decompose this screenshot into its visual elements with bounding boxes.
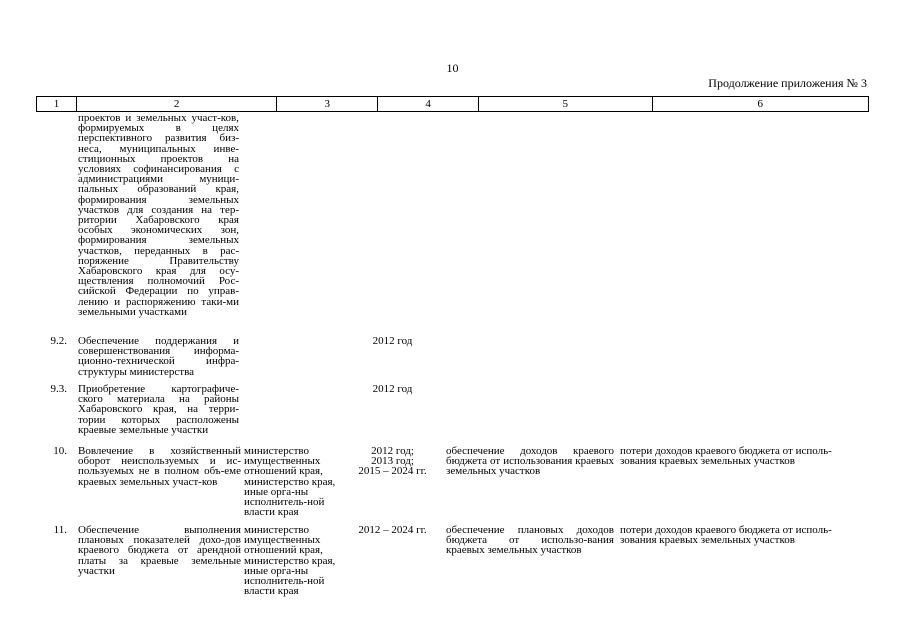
row-10-executor: министерство имущественных отношений края, министерство края, иные орга-ны исполнитель-ной власти края [244,445,336,519]
row-10-period-1: 2012 год; [371,445,414,457]
row-9-3-period: 2012 год [372,383,413,395]
row-10-text: Вовлечение в хозяйственный оборот неиспользуемых и ис-пользуемых не в полном объ-еме краевых земельных участ-ков [78,445,241,488]
row-11-result: обеспечение плановых доходов бюджета от использо-вания краевых земельных участков [446,524,614,557]
header-col-4: 4 [378,97,479,111]
row-9-3-text: Приобретение картографиче-ского материала на районы Хабаровского края, на терри-тории которых расположены краевые земельные участки [78,383,239,436]
row-11-executor: министерство имущественных отношений края, министерство края, иные орга-ны исполнитель-ной власти края [244,524,336,598]
row-9-2-text: Обеспечение поддержания и совершенствования информа-ционно-технической инфра-структуры министерства [78,335,239,378]
row-10-period-2: 2013 год; [371,455,414,467]
row-11-consequence: потери доходов краевого бюджета от исполь-зования краевых земельных участков [620,524,832,547]
row-10-consequence: потери доходов краевого бюджета от исполь-зования краевых земельных участков [620,445,832,468]
row-10-result: обеспечение доходов краевого бюджета от использования краевых земельных участков [446,445,614,478]
row-10-number: 10. [53,445,67,457]
row-9-3-number: 9.3. [50,383,67,395]
table-header [36,96,869,112]
header-col-2: 2 [77,97,278,111]
header-col-5: 5 [479,97,653,111]
header-col-1: 1 [37,97,77,111]
row-11-period: 2012 – 2024 гг. [358,524,427,536]
header-col-3: 3 [277,97,378,111]
row-9-2-number: 9.2. [50,335,67,347]
row-11-text: Обеспечение выполнения плановых показателей дохо-дов краевого бюджета от арендной платы за краевые земельные участки [78,524,241,577]
header-col-6: 6 [757,98,764,110]
row-11-number: 11. [53,524,67,536]
page-number: 10 [446,61,459,75]
row-10-period-3: 2015 – 2024 гг. [358,465,427,477]
continuation-label: Продолжение приложения № 3 [708,76,867,90]
row-continuation-text: проектов и земельных участ-ков, формируемых в целях перспективного развития биз-неса, муниципальных инве-стиционных проектов на условиях софинансирования с администрациями муници-пальных образований края, формирования земельных участков для создания на тер-ритории Хабаровского края особых экономических зон, формирования земельных участков, переданных в рас-поряжение Правительству Хабаровского края для осу-ществления полномочий Рос-сийской Федерации по управ-лению и распоряжению таки-ми земельными участками [78,112,239,318]
row-9-2-period: 2012 год [372,335,413,347]
